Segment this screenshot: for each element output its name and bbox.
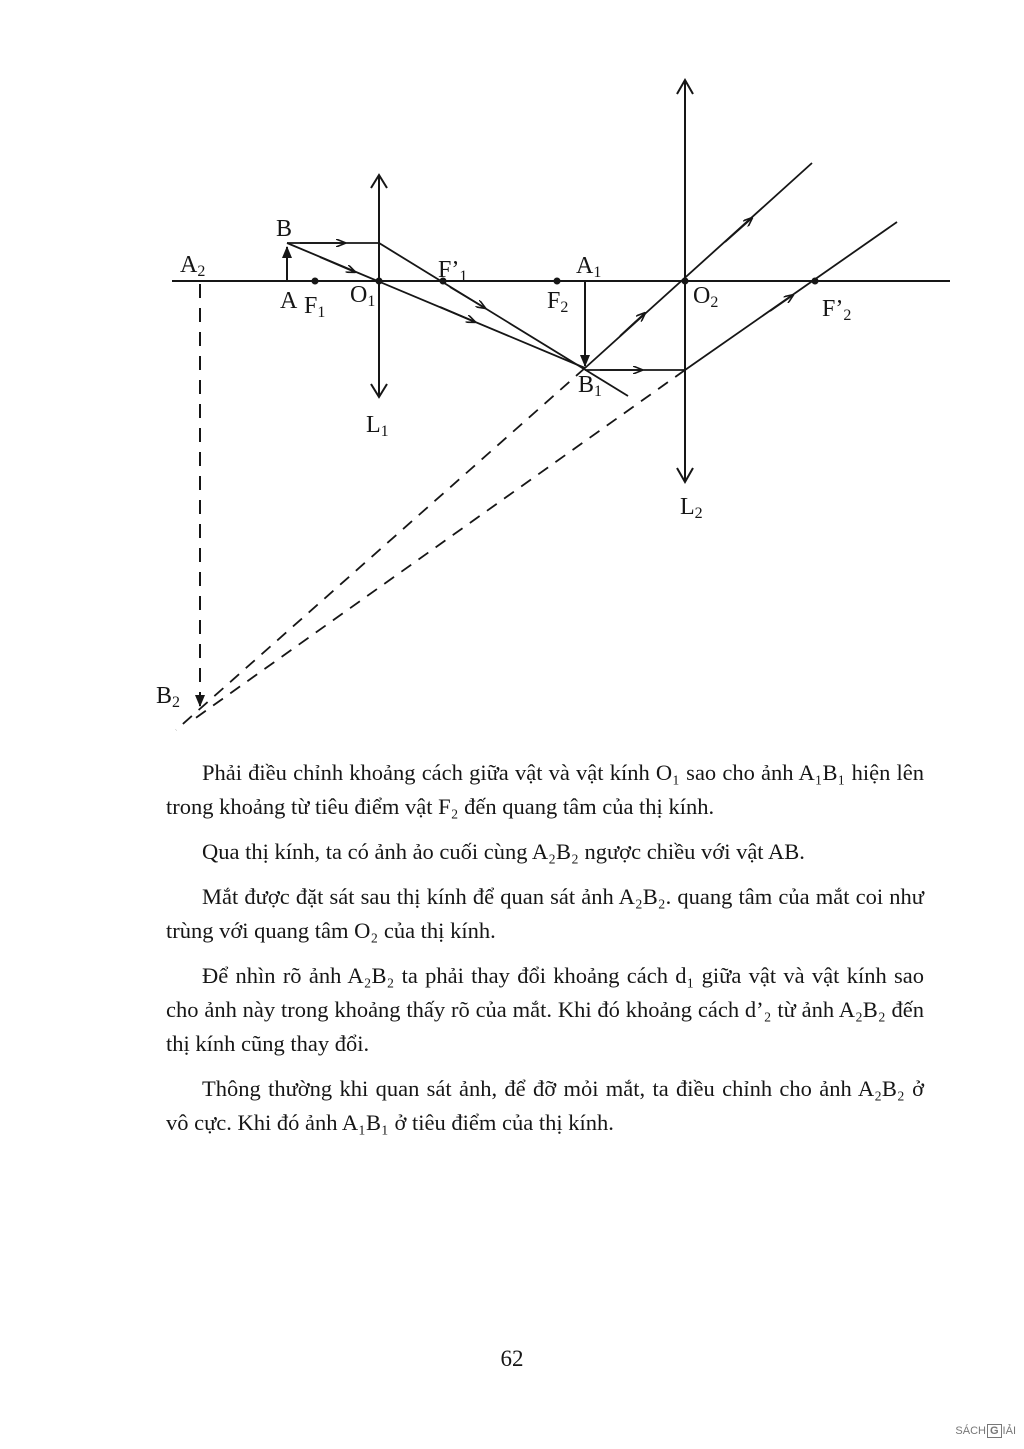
label-b2: B2 (156, 683, 181, 711)
paragraph: Phải điều chỉnh khoảng cách giữa vật và vật kính O₁ sao cho ảnh A₁B₁ hiện lên trong khoảng từ tiêu điểm vật F₂ đến quang tâm của thị kính. (166, 760, 924, 819)
label-b: B (276, 216, 293, 242)
body-text (166, 756, 924, 1151)
label-f2-prime: F’2 (822, 296, 852, 324)
label-a1: A1 (576, 253, 602, 281)
watermark-logo: SÁCH G IẢI (955, 1425, 1016, 1437)
label-b1: B1 (578, 372, 603, 400)
ray-extensions (176, 368, 685, 730)
label-o2: O2 (693, 283, 719, 311)
ray-through-o1 (287, 243, 585, 368)
lens-l1 (371, 175, 387, 397)
paragraph: Qua thị kính, ta có ảnh ảo cuối cùng A₂B₂ ngược chiều với vật AB. (202, 839, 805, 864)
paragraph: Thông thường khi quan sát ảnh, để đỡ mỏi mắt, ta điều chỉnh cho ảnh A₂B₂ ở vô cực. Khi đó ảnh A₁B₁ ở tiêu điểm của thị kính. (166, 1076, 924, 1135)
ray-through-f2p (585, 222, 897, 370)
paragraph: Để nhìn rõ ảnh A₂B₂ ta phải thay đổi khoảng cách d₁ giữa vật và vật kính sao cho ảnh này trong khoảng thấy rõ của mắt. Khi đó khoảng cách d’₂ từ ảnh A₂B₂ đến thị kính cũng thay đổi. (166, 963, 924, 1056)
label-l2: L2 (680, 494, 703, 522)
label-f1-prime: F’1 (438, 257, 468, 285)
label-o1: O1 (350, 282, 376, 310)
page-number: 62 (500, 1346, 524, 1371)
ray-through-o2 (585, 163, 812, 368)
label-a2: A2 (180, 252, 206, 280)
label-a: A (280, 288, 298, 314)
label-l1: L1 (366, 412, 389, 440)
label-f1: F1 (304, 293, 326, 321)
paragraph: Mắt được đặt sát sau thị kính để quan sát ảnh A₂B₂. quang tâm của mắt coi như trùng với quang tâm O₂ của thị kính. (166, 884, 924, 943)
label-f2: F2 (547, 288, 569, 316)
